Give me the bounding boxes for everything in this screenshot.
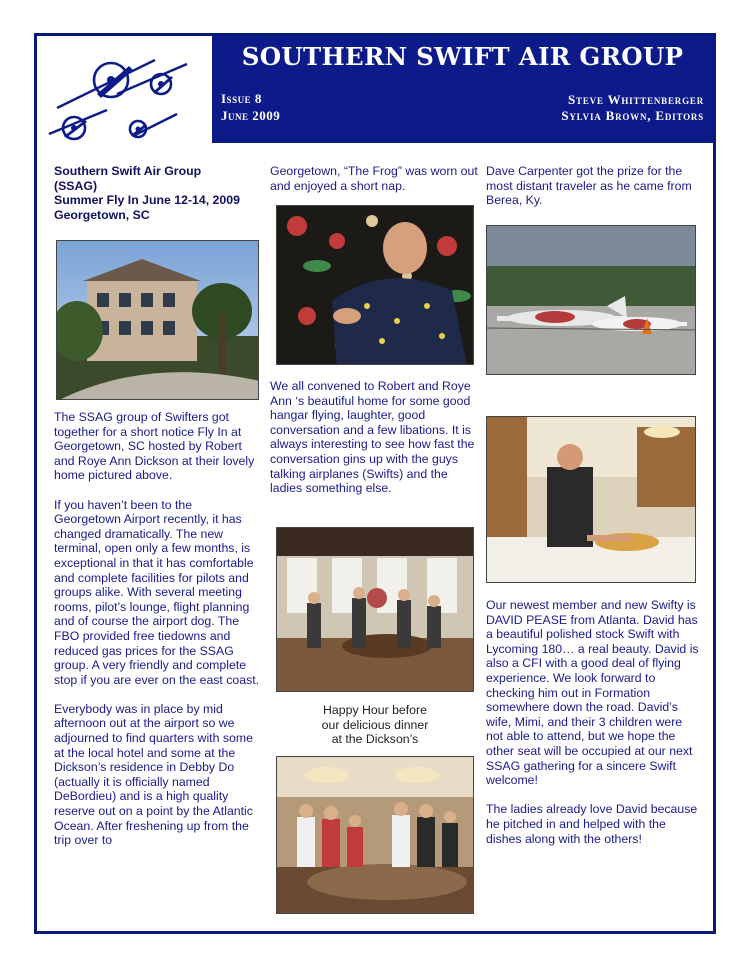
photo-dinner-table — [276, 756, 474, 914]
paragraph: We all convened to Robert and Roye Ann ‘s beautiful home for some good hangar flying, laughter, good conversation and a few libations. It is always interesting to see how fast the conversation gins up with the guys talking airplanes (Swifts) and the ladies something else. — [270, 379, 475, 496]
photo-swift-airplanes — [486, 225, 696, 375]
article-heading-abbr: (SSAG) — [54, 178, 98, 193]
photo-caption: Happy Hour before our delicious dinner at the Dickson’s — [321, 703, 429, 747]
swift-planes-logo — [37, 36, 213, 143]
photo-dickson-house — [56, 240, 259, 400]
column-1-body — [54, 410, 262, 848]
column-3-top — [486, 164, 701, 208]
editor-1: Steve Whittenberger — [568, 92, 704, 107]
paragraph: Dave Carpenter got the prize for the most distant traveler as he came from Berea, Ky. — [486, 164, 692, 208]
paragraph: The ladies already love David because he pitched in and helped with the dishes along with the others! — [486, 802, 698, 846]
article-subheading: Summer Fly In June 12-14, 2009 — [54, 193, 240, 208]
photo-happy-hour-room — [276, 527, 474, 692]
photo-david-pease-kitchen — [486, 416, 696, 583]
issue-number: Issue 8 — [221, 91, 262, 106]
newsletter-title: SOUTHERN SWIFT AIR GROUP — [241, 42, 684, 71]
article-heading: Southern Swift Air Group — [54, 164, 202, 178]
column-2-body — [270, 379, 480, 496]
article-location: Georgetown, SC — [54, 207, 150, 222]
editors — [561, 92, 704, 124]
column-1-heading — [54, 164, 259, 222]
paragraph: Georgetown, “The Frog” was worn out and enjoyed a short nap. — [270, 164, 478, 193]
logo — [37, 36, 213, 143]
paragraph: Everybody was in place by mid afternoon out at the airport so we adjourned to find quarters with some at the local hotel and some at the Dickson’s residence in Debby Do (actually it is officially named DeBordieu) and is a high quality reserve out on a point by the Atlantic Ocean. After freshening up from the trip over to — [54, 701, 253, 848]
issue-date: June 2009 — [221, 108, 281, 123]
issue-info — [221, 90, 280, 124]
column-2-top — [270, 164, 480, 193]
masthead — [212, 36, 713, 143]
column-3-body — [486, 598, 701, 846]
paragraph: Our newest member and new Swifty is DAVID PEASE from Atlanta. David has a beautiful polished stock Swift with Lycoming 180… a real beauty. David is also a CFI with a good deal of flying experience. We look forward to checking him out in Formation somewhere down the road. David’s wife, Mimi, and their 3 children were not able to attend, but we hope the other seat will be occupied at our next SSAG gathering for a sincere Swift welcome! — [486, 598, 699, 788]
editor-2: Sylvia Brown, Editors — [561, 108, 704, 123]
paragraph: The SSAG group of Swifters got together for a short notice Fly In at Georgetown, SC hosted by Robert and Roye Ann Dickson at their lovely home pictured above. — [54, 410, 255, 483]
paragraph: If you haven’t been to the Georgetown Airport recently, it has changed dramatically. The new terminal, open only a few months, is exceptional in that it has comfortable and complete facilities for pilots and groups alike. With several meeting rooms, pilot’s lounge, flight planning and of course the airport dog. The FBO provided free tiedowns and reduced gas prices for the SSAG group. A very friendly and complete stop if you are ever on the east coast. — [54, 497, 260, 687]
photo-the-frog-napping — [276, 205, 474, 365]
